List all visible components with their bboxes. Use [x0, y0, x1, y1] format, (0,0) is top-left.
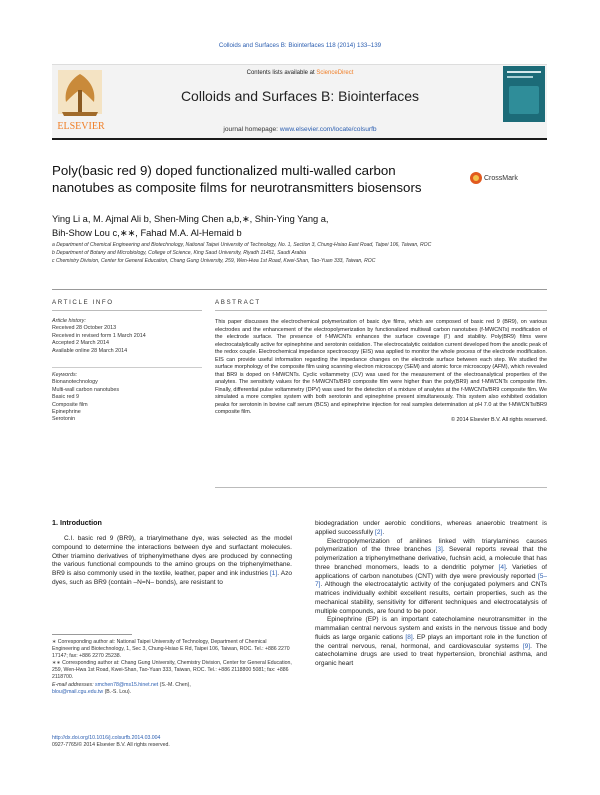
- contents-prefix: Contents lists available at: [246, 70, 317, 76]
- homepage-prefix: journal homepage:: [223, 126, 280, 133]
- abstract-text: This paper discusses the electrochemical polymerization of basic dye films, which are composed of basic red 9 (BR9), on various electrodes and the enhancement of the electropolymerization by functionalized multiwall carbon nanotubes (f-MWCNTs) modification of the electrode surface. The presence of f-MWCNTs enhances the surface coverage (Γ) and stability. Poly(BR9) films were electrocatalytically active for epinephrine and serotonin oxidation. The electrocatalytic oxidation current developed from the anodic peak of the redox couple. Electrochemical impedance spectroscopy (EIS) was applied to monitor the whole process of the electrode modification. EIS can provide useful information regarding the impedance changes on the electrode surface between each step. We studied the surface morphology of the composite film using scanning electron microscopy (SEM) and atomic force microscopy (AFM), which revealed that BR9 is doped on f-MWCNTs. Cyclic voltammetry (CV) was used for the measurement of the electroanalytical properties of the analytes. The sensitivity values for the f-MWCNTs/BR9 composite film were higher than the poly(BR9) and f-MWCNTs composite film. Finally, differential pulse voltammetry (DPV) was used for the detection of a mixture of analytes at the f-MWCNTs/BR9 composite film. We simulated a more complex system with both serotonin and epinephrine present simultaneously. This system also exhibited oxidation peaks for serotonin in bovine calf serum (BCS) and epinephrine injection for real samples determination at pH 7.0 at the f-MWCNTs/BR9 composite film.: [215, 319, 547, 415]
- citation-link[interactable]: [2]: [375, 528, 383, 536]
- homepage-url[interactable]: www.elsevier.com/locate/colsurfb: [279, 126, 377, 133]
- abstract-heading: ABSTRACT: [215, 299, 261, 306]
- history-label: Article history:: [52, 318, 86, 324]
- footnote-rule: [52, 634, 132, 635]
- crossmark-label: CrossMark: [484, 174, 518, 182]
- keywords: [52, 372, 202, 424]
- intro-paragraph-1: C.I. basic red 9 (BR9), a triarylmethane dye, was selected as the model compound to determine the interactions between dye and surfactant molecules. Other triamino derivatives of triphenylmethane dyes are produced by connecting the various functional compounds to the amino groups on the triphenylmethane. BR9 is also commonly used in the textile, leather, paper and ink industries [1]. Azo dyes, such as BR9 (contain –N=N– bonds), are resistant to: [52, 535, 292, 586]
- article-history: [52, 318, 202, 355]
- abstract-copyright: © 2014 Elsevier B.V. All rights reserved.: [451, 416, 547, 423]
- abstract-body: [215, 319, 547, 424]
- citation-link[interactable]: [5–7]: [315, 572, 547, 589]
- journal-name: Colloids and Surfaces B: Biointerfaces: [180, 88, 420, 104]
- right-paragraph-0: biodegradation under aerobic conditions, whereas anaerobic treatment is applied successfully [2].: [315, 520, 547, 536]
- author-list: [52, 212, 452, 240]
- email-link[interactable]: smchen78@ms15.hinet.net: [94, 681, 159, 688]
- keyword-item: Epinephrine: [52, 409, 81, 416]
- affiliation-a: a Department of Chemical Engineering and Biotechnology, National Taipei University of Technology, No. 1, Section 3, Chung-Hsiao East Road, Taipei 106, Taiwan, ROC: [52, 242, 432, 248]
- affiliation-b: b Department of Botany and Microbiology, College of Science, King Saud University, Riyadh 11451, Saudi Arabia: [52, 250, 307, 257]
- affiliation-c: c Chemistry Division, Center for General Education, Chang Gung University, 259, Wen-Hwa 1st Road, Kwei-Shan, Tao-Yuan 333, Taiwan, ROC: [52, 258, 376, 265]
- elsevier-logo: [52, 66, 110, 136]
- left-column-body: [52, 535, 292, 588]
- history-revised: Received in revised form 1 March 2014: [52, 332, 146, 339]
- keyword-item: Bionanotechnology: [52, 379, 98, 386]
- journal-homepage: [110, 126, 490, 133]
- email-addresses: E-mail addresses: smchen78@ms15.hinet.net (S.-M. Chen), blou@mail.cgu.edu.tw (B.-S. Lou).: [52, 681, 191, 695]
- citation-link[interactable]: [3]: [435, 546, 443, 554]
- doi-link[interactable]: http://dx.doi.org/10.1016/j.colsurfb.2014.03.004: [52, 735, 161, 741]
- elsevier-wordmark: ELSEVIER: [57, 121, 105, 132]
- authors-line-1: Ying Li a, M. Ajmal Ali b, Shen-Ming Chen a,b,∗, Shin-Ying Yang a,: [52, 214, 329, 224]
- crossmark-icon: [470, 172, 482, 184]
- keyword-item: Composite film: [52, 401, 88, 408]
- affiliations: [52, 241, 547, 266]
- keywords-label: Keywords:: [52, 372, 78, 378]
- keyword-item: Basic red 9: [52, 394, 79, 401]
- history-received: Received 28 October 2013: [52, 325, 117, 332]
- section-rule: [52, 289, 547, 290]
- keywords-rule: [52, 367, 202, 368]
- keyword-item: Multi-wall carbon nanotubes: [52, 386, 120, 393]
- right-paragraph-2: Epinephrine (EP) is an important catecholamine neurotransmitter in the mammalian central nervous system and exists in the nervous tissue and body fluids as large organic cations [8]. EP plays an important role in the function of the central nervous, renal, hormonal, and cardiovascular systems [9]. The catecholamine drugs are used to treat hypertension, bronchial asthma, and organic heart: [315, 616, 547, 667]
- footnote-2: ∗∗ Corresponding author at: Chang Gung University, Chemistry Division, Center for General Education, 259, Wen-Hwa 1st Road, Kwei-Shan, Tao-Yuan 333, Taiwan, ROC. Tel.: +886 2118800 5081; fax: +886 2118700.: [52, 660, 292, 681]
- history-online: Available online 28 March 2014: [52, 347, 128, 354]
- sciencedirect-link[interactable]: ScienceDirect: [316, 70, 354, 76]
- article-title: Poly(basic red 9) doped functionalized multi-walled carbon nanotubes as composite films for neurotransmitters biosensors: [52, 163, 422, 195]
- abstract-end-rule: [215, 487, 547, 488]
- journal-cover-thumbnail: [503, 66, 545, 122]
- email-link[interactable]: blou@mail.cgu.edu.tw: [52, 688, 104, 695]
- keyword-item: Serotonin: [52, 416, 76, 423]
- article-info-rule: [52, 310, 202, 311]
- citation-link[interactable]: [1]: [269, 570, 278, 577]
- abstract-rule: [215, 310, 547, 311]
- right-column-body: [315, 520, 547, 669]
- footnote-1: ∗ Corresponding author at: National Taipei University of Technology, Department of Chemical Engineering and Biotechnology, 1, Sec 3, Chung-Hsiao E Rd, Taipei 106, Taiwan, ROC. Tel.: +886 2270 17147; fax: +886 2270 25238.: [52, 639, 290, 660]
- history-accepted: Accepted 2 March 2014: [52, 340, 109, 347]
- crossmark-badge[interactable]: [470, 172, 550, 188]
- footnotes: [52, 639, 292, 696]
- running-head: Colloids and Surfaces B: Biointerfaces 118 (2014) 133–139: [218, 42, 382, 49]
- doi-block: [52, 735, 292, 749]
- citation-link[interactable]: [4]: [498, 563, 506, 571]
- article-info-heading: ARTICLE INFO: [52, 299, 114, 306]
- authors-line-2: Bih-Show Lou c,∗∗, Fahad M.A. Al-Hemaid b: [52, 228, 242, 238]
- citation-link[interactable]: [8]: [405, 633, 413, 641]
- issn-line: 0927-7765/© 2014 Elsevier B.V. All rights reserved.: [52, 742, 170, 749]
- citation-link[interactable]: [9]: [522, 642, 531, 650]
- right-paragraph-1: Electropolymerization of anilines linked with triarylamines causes polymerization of the three branches [3]. Several reports reveal that the polymerization a triphenylmethane derivative, fuchsin acid, a molecule that has three branched monomers, leads to a dendritic polymer [4]. Varieties of applications of carbon nanotubes (CNT) with dye were previously reported [5–7]. Although the electrocatalytic activity of the conjugated polymers and CNTs matrices individually exhibit excellent results, certain properties, such as the mechanical stability, sensitivity for different techniques and electrocatalysis of multiple compounds, are found to be poor.: [315, 537, 547, 615]
- introduction-heading: 1. Introduction: [52, 518, 102, 527]
- header-rule: [52, 138, 547, 140]
